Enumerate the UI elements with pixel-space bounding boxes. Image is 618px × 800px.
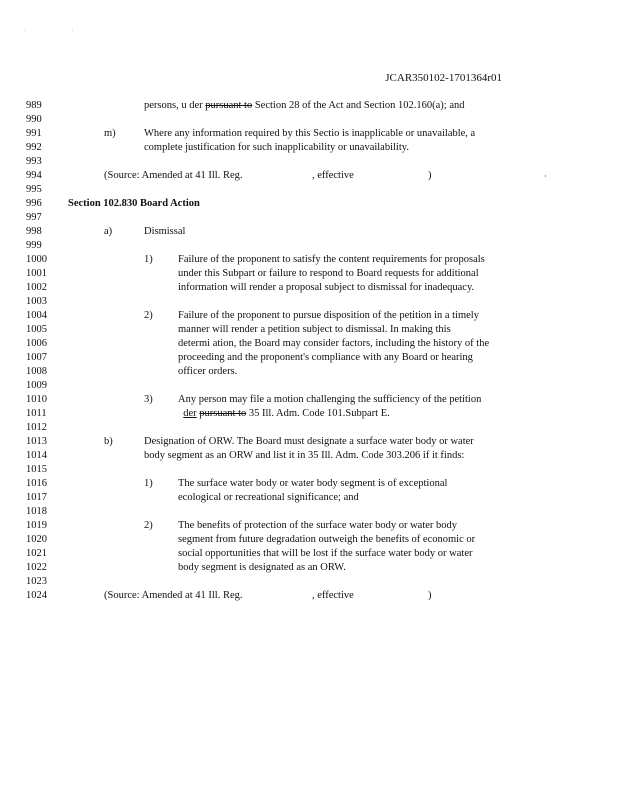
item-m-line1: Where any information required by this Sectio is inapplicable or unavailable, a [144,128,476,139]
line-number: 1018 [26,506,47,517]
a1-line2: under this Subpart or failure to respond to Board requests for additional [178,268,479,279]
b2-line4: body segment is designated as an ORW. [178,562,346,573]
source-note-2: (Source: Amended at 41 Ill. Reg. [104,590,243,601]
line-number: 1021 [26,548,47,559]
line-number: 1005 [26,324,47,335]
line-number: 1010 [26,394,47,405]
line-number: 1007 [26,352,47,363]
line-number: 994 [26,170,42,181]
b1-label: 1) [144,478,153,489]
line-number: 989 [26,100,42,111]
line-number: 992 [26,142,42,153]
line-number: 1012 [26,422,47,433]
line-number: 997 [26,212,42,223]
line-number: 1004 [26,310,47,321]
b1-line1: The surface water body or water body segment is of exceptional [178,478,448,489]
line-number: 1024 [26,590,47,601]
line-number: 1009 [26,380,47,391]
a1-line1: Failure of the proponent to satisfy the content requirements for proposals [178,254,485,265]
b2-label: 2) [144,520,153,531]
line-number: 991 [26,128,42,139]
b2-line2: segment from future degradation outweigh the benefits of economic or [178,534,476,545]
line-number: 1011 [26,408,47,419]
line-number: 990 [26,114,42,125]
line-number: 1014 [26,450,47,461]
line-number: 1001 [26,268,47,279]
subsection-b-label: b) [104,436,113,447]
line-number: 999 [26,240,42,251]
line-number: 1019 [26,520,47,531]
line-number: 1008 [26,366,47,377]
scan-speckle: · · [24,28,96,34]
line-number: 1017 [26,492,47,503]
line-number: 998 [26,226,42,237]
a2-label: 2) [144,310,153,321]
section-heading: Section 102.830 Board Action [68,198,200,209]
item-m-line2: complete justification for such inapplicability or unavailability. [144,142,409,153]
line-number: 1022 [26,562,47,573]
a2-line5: officer orders. [178,366,238,377]
a1-label: 1) [144,254,153,265]
b2-line1: The benefits of protection of the surface water body or water body [178,520,458,531]
a2-line4: proceeding and the proponent's compliance with any Board or hearing [178,352,473,363]
a2-line2: manner will render a petition subject to dismissal. In making this [178,324,451,335]
line-number: 1015 [26,464,47,475]
a3-label: 3) [144,394,153,405]
line-number: 995 [26,184,42,195]
document-id-header: JCAR350102-1701364r01 [385,72,502,84]
a3-line2: der pursuant to 35 Ill. Adm. Code 101.Subpart E. [183,408,390,419]
a2-line3: determi ation, the Board may consider factors, including the history of the [178,338,490,349]
line-number: 1020 [26,534,47,545]
line-number: 1016 [26,478,47,489]
line-number: 1002 [26,282,47,293]
line-number: 1006 [26,338,47,349]
source-note-1-close: ) [428,170,432,181]
source-note-1: (Source: Amended at 41 Ill. Reg. [104,170,243,181]
scan-mark [545,175,546,177]
item-m-label: m) [104,128,116,139]
b-line2: body segment as an ORW and list it in 35 Ill. Adm. Code 303.206 if it finds: [144,450,465,461]
a3-line1: Any person may file a motion challenging the sufficiency of the petition [178,394,482,405]
a1-line3: information will render a proposal subject to dismissal for inadequacy. [178,282,475,293]
a2-line1: Failure of the proponent to pursue disposition of the petition in a timely [178,310,479,321]
line-number: 1003 [26,296,47,307]
source-note-2-effective: , effective [312,590,354,601]
line-number: 1023 [26,576,47,587]
source-note-2-close: ) [428,590,432,601]
subsection-a-label: a) [104,226,113,237]
b-line1: Designation of ORW. The Board must designate a surface water body or water [144,436,474,447]
line-number: 1000 [26,254,47,265]
line-number: 1013 [26,436,47,447]
source-note-1-effective: , effective [312,170,354,181]
line-number: 996 [26,198,42,209]
subsection-a-title: Dismissal [144,226,186,237]
text-line-989: persons, u der pursuant to Section 28 of the Act and Section 102.160(a); and [144,100,465,111]
b2-line3: social opportunities that will be lost if the surface water body or water [178,548,473,559]
b1-line2: ecological or recreational significance; and [178,492,359,503]
line-number: 993 [26,156,42,167]
